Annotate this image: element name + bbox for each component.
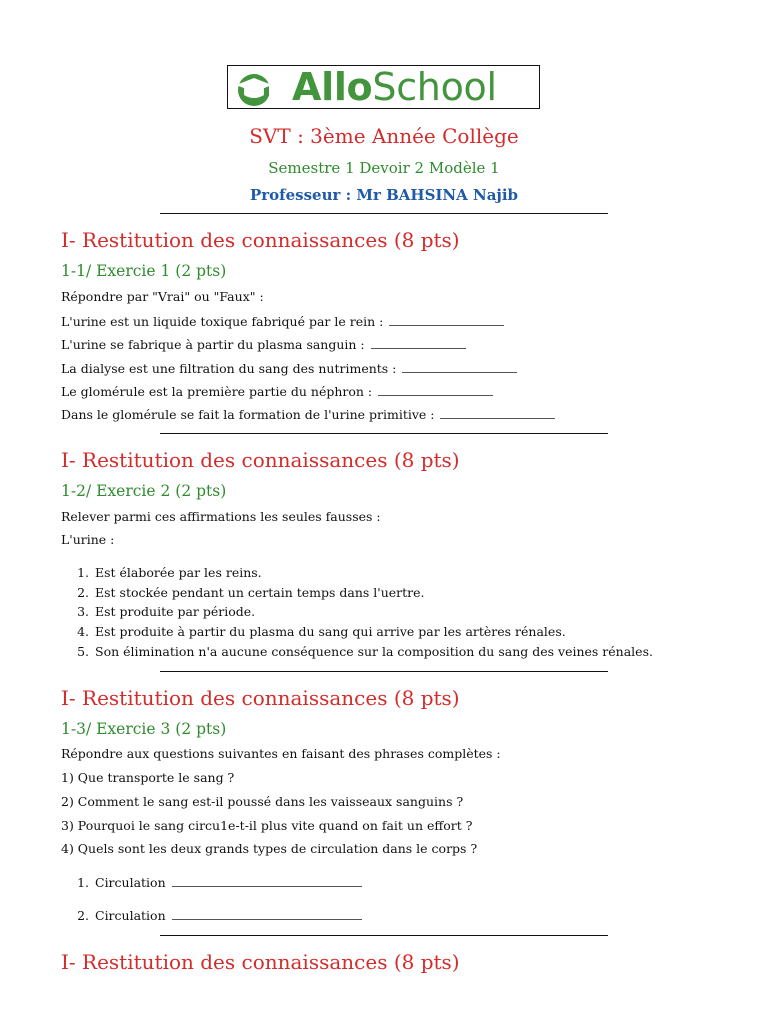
list-item xyxy=(61,624,566,639)
section-heading: I- Restitution des connaissances (8 pts) xyxy=(61,448,460,472)
section-heading: I- Restitution des connaissances (8 pts) xyxy=(61,686,460,710)
divider xyxy=(160,213,608,214)
question: 3) Pourquoi le sang circu1e-t-il plus vite quand on fait un effort ? xyxy=(61,818,473,833)
logo-wordmark xyxy=(292,67,497,107)
item-text: L'urine se fabrique à partir du plasma sanguin : xyxy=(61,337,365,352)
item-text: Dans le glomérule se fait la formation de l'urine primitive : xyxy=(61,407,435,422)
true-false-item xyxy=(61,383,493,399)
exercise-instruction: Répondre aux questions suivantes en faisant des phrases complètes : xyxy=(61,746,501,761)
list-number: 4. xyxy=(77,624,89,639)
exercise-instruction: Relever parmi ces affirmations les seules fausses : xyxy=(61,509,381,524)
answer-blank[interactable] xyxy=(172,907,362,920)
exercise-lead: L'urine : xyxy=(61,532,115,547)
true-false-item xyxy=(61,360,517,376)
list-item xyxy=(61,874,362,890)
list-item xyxy=(61,907,362,923)
answer-blank[interactable] xyxy=(389,313,504,326)
list-item xyxy=(61,585,425,600)
question: 1) Que transporte le sang ? xyxy=(61,770,235,785)
exercise-title: 1-3/ Exercie 3 (2 pts) xyxy=(61,720,227,738)
professor-name: Professeur : Mr BAHSINA Najib xyxy=(249,186,519,204)
answer-blank[interactable] xyxy=(378,383,493,396)
answer-blank[interactable] xyxy=(402,360,517,373)
list-text: Circulation xyxy=(95,908,166,923)
question: 4) Quels sont les deux grands types de circulation dans le corps ? xyxy=(61,841,478,856)
item-text: La dialyse est une filtration du sang des nutriments : xyxy=(61,361,397,376)
alloschool-logo[interactable] xyxy=(227,65,540,109)
list-item xyxy=(61,565,262,580)
answer-blank[interactable] xyxy=(172,874,362,887)
list-number: 1. xyxy=(77,875,89,890)
item-text: Le glomérule est la première partie du néphron : xyxy=(61,384,373,399)
list-item xyxy=(61,604,255,619)
item-text: L'urine est un liquide toxique fabriqué par le rein : xyxy=(61,314,384,329)
section-heading: I- Restitution des connaissances (8 pts) xyxy=(61,950,460,974)
divider xyxy=(160,433,608,434)
list-text: Circulation xyxy=(95,875,166,890)
answer-blank[interactable] xyxy=(371,336,466,349)
exercise-title: 1-2/ Exercie 2 (2 pts) xyxy=(61,482,227,500)
document-title: SVT : 3ème Année Collège xyxy=(249,124,519,148)
document-subtitle: Semestre 1 Devoir 2 Modèle 1 xyxy=(268,159,500,177)
logo-text-bold: Allo xyxy=(292,65,373,109)
true-false-item xyxy=(61,406,555,422)
list-number: 2. xyxy=(77,908,89,923)
list-item xyxy=(61,644,653,659)
section-heading: I- Restitution des connaissances (8 pts) xyxy=(61,228,460,252)
list-text: Est stockée pendant un certain temps dans l'uertre. xyxy=(95,585,425,600)
list-number: 5. xyxy=(77,644,89,659)
list-number: 1. xyxy=(77,565,89,580)
answer-blank[interactable] xyxy=(440,406,555,419)
list-text: Est produite par période. xyxy=(95,604,256,619)
true-false-item xyxy=(61,313,504,329)
question: 2) Comment le sang est-il poussé dans les vaisseaux sanguins ? xyxy=(61,794,464,809)
exercise-title: 1-1/ Exercie 1 (2 pts) xyxy=(61,262,227,280)
divider xyxy=(160,935,608,936)
list-text: Est élaborée par les reins. xyxy=(95,565,262,580)
list-text: Son élimination n'a aucune conséquence sur la composition du sang des veines rénales. xyxy=(95,644,653,659)
graduation-cap-icon xyxy=(232,70,282,106)
logo-text-regular: School xyxy=(372,65,497,109)
true-false-item xyxy=(61,336,466,352)
exercise-instruction: Répondre par "Vrai" ou "Faux" : xyxy=(61,289,264,304)
list-text: Est produite à partir du plasma du sang qui arrive par les artères rénales. xyxy=(95,624,566,639)
divider xyxy=(160,671,608,672)
list-number: 2. xyxy=(77,585,89,600)
list-number: 3. xyxy=(77,604,89,619)
